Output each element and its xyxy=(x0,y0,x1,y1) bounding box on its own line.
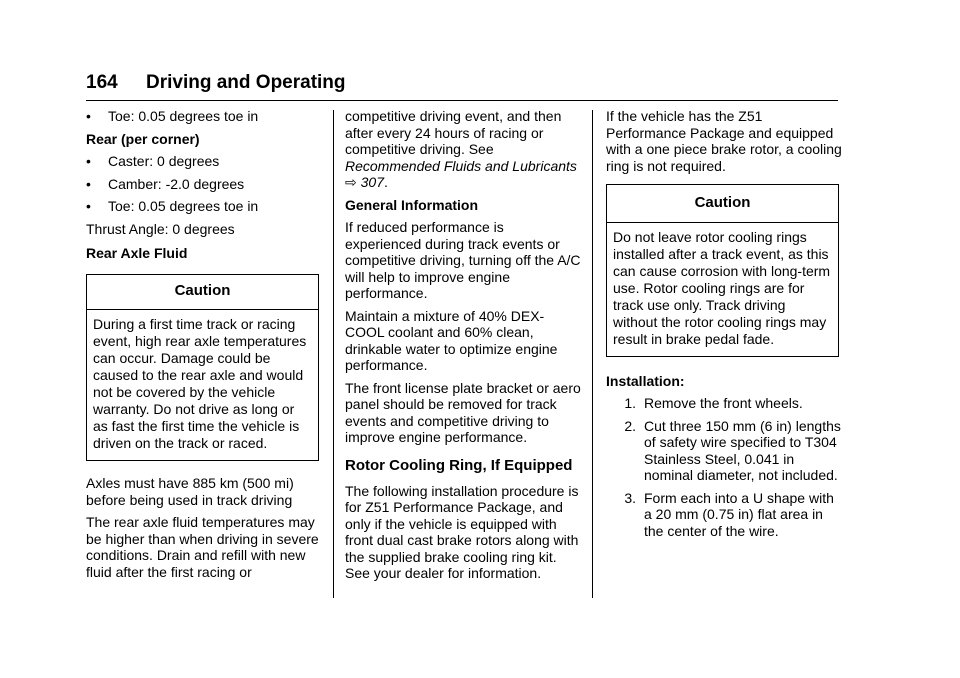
general-info-paragraph: If reduced performance is experienced during track events or competitive driving, turning off the A/C will help to improve engine performance. xyxy=(345,219,581,301)
caution-text: Do not leave rotor cooling rings installed after a track event, as this can cause corrosion with long-term use. Rotor cooling rings are for track use only. Track driving without the rotor cooling rings may result in brake pedal fade. xyxy=(613,228,831,347)
thrust-angle-text: Thrust Angle: 0 degrees xyxy=(86,220,235,237)
page-reference-arrow-icon: ⇨ xyxy=(345,174,357,190)
page-number: 164 xyxy=(86,72,118,93)
list-item xyxy=(86,153,324,170)
axle-fluid-heading: Rear Axle Fluid xyxy=(86,245,188,261)
caution-box xyxy=(86,274,319,462)
caution-title: Caution xyxy=(87,275,318,311)
bullet-icon: • xyxy=(86,108,91,124)
axle-fluid-paragraph: The rear axle fluid temperatures may be higher than when driving in severe conditions. Drain and refill with new fluid after the first racing or xyxy=(86,514,319,580)
license-plate-paragraph: The front license plate bracket or aero panel should be removed for track events and competitive driving to improve engine performance. xyxy=(345,379,581,445)
fluid-change-text: competitive driving event, and then after every 24 hours of racing or competitive driving. See xyxy=(345,108,562,157)
bullet-icon: • xyxy=(86,153,91,169)
fluid-change-paragraph: competitive driving event, and then after every 24 hours of racing or competitive driving. See Recommended Fluids and Lubricants ⇨ 307. xyxy=(345,108,577,190)
axle-break-in-paragraph: Axles must have 885 km (500 mi) before being used in track driving xyxy=(86,475,294,508)
caution-text: During a first time track or racing event, high rear axle temperatures can occur. Damage could be caused to the rear axle and would not be covered by the vehicle warranty. Do not drive as long or as fast the first time the vehicle is driven on the track or raced. xyxy=(93,316,307,451)
column-middle xyxy=(345,108,581,582)
bullet-icon: • xyxy=(86,198,91,214)
section-title: Driving and Operating xyxy=(146,72,346,93)
camber-text: Camber: -2.0 degrees xyxy=(108,175,245,192)
column-divider xyxy=(592,110,593,598)
caster-text: Caster: 0 degrees xyxy=(108,153,220,169)
list-item xyxy=(86,176,324,193)
caution-box xyxy=(606,184,839,357)
front-toe-text: Toe: 0.05 degrees toe in xyxy=(108,108,259,124)
rotor-cooling-paragraph: The following installation procedure is for Z51 Performance Package, and only if the vehicle is equipped with front dual cast brake rotors along with the supplied brake cooling ring kit. See your dealer for information. xyxy=(345,482,579,581)
coolant-mixture-paragraph: Maintain a mixture of 40% DEX-COOL coolant and 60% clean, drinkable water to optimize engine performance. xyxy=(345,307,558,373)
list-item xyxy=(86,198,324,215)
list-item xyxy=(86,108,324,125)
installation-steps xyxy=(606,395,842,539)
list-item xyxy=(606,418,842,484)
list-item xyxy=(606,490,842,540)
column-divider xyxy=(333,110,334,598)
step-number: 2. xyxy=(624,417,636,434)
step-text: Remove the front wheels. xyxy=(644,395,803,411)
caution-title: Caution xyxy=(607,185,838,223)
rear-toe-text: Toe: 0.05 degrees toe in xyxy=(108,198,259,214)
installation-heading: Installation: xyxy=(606,372,685,389)
z51-intro-paragraph: If the vehicle has the Z51 Performance Package and equipped with a one piece brake rotor, a cooling ring is not required. xyxy=(606,108,842,174)
step-number: 1. xyxy=(624,395,636,411)
rear-heading: Rear (per corner) xyxy=(86,130,200,147)
step-number: 3. xyxy=(624,489,636,506)
rotor-cooling-heading: Rotor Cooling Ring, If Equipped xyxy=(345,456,573,474)
column-left xyxy=(86,108,324,580)
step-text: Form each into a U shape with a 20 mm (0.75 in) flat area in the center of the wire. xyxy=(644,489,834,539)
fluids-reference-link[interactable]: Recommended Fluids and Lubricants xyxy=(345,157,577,174)
list-item xyxy=(606,395,842,412)
step-text: Cut three 150 mm (6 in) lengths of safety wire specified to T304 Stainless Steel, 0.041 in nominal diameter, not included. xyxy=(644,417,841,483)
page-reference-number[interactable]: 307 xyxy=(360,174,384,190)
column-right xyxy=(606,108,842,545)
general-info-heading: General Information xyxy=(345,196,479,213)
bullet-icon: • xyxy=(86,175,91,192)
page-header xyxy=(86,70,838,101)
